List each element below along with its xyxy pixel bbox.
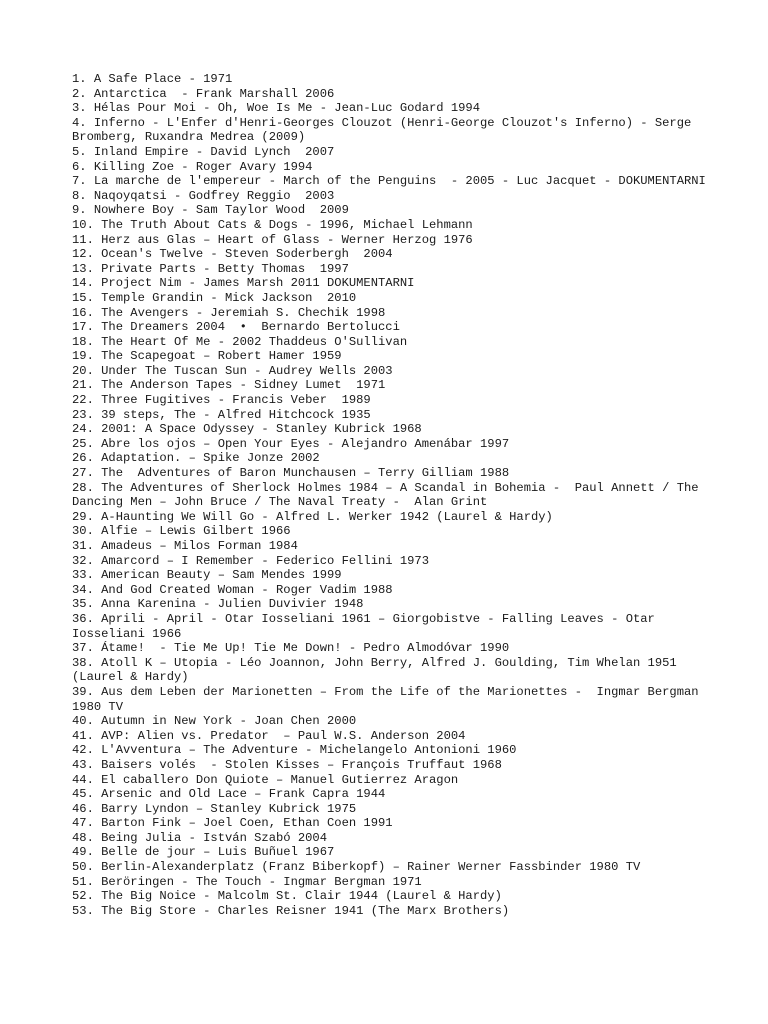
film-entry-41: 41. AVP: Alien vs. Predator – Paul W.S. Anderson 2004 — [72, 728, 466, 743]
film-entry-9: 9. Nowhere Boy - Sam Taylor Wood 2009 — [72, 203, 349, 218]
film-entry-26: 26. Adaptation. – Spike Jonze 2002 — [72, 451, 320, 466]
film-entry-11: 11. Herz aus Glas – Heart of Glass - Werner Herzog 1976 — [72, 232, 473, 247]
film-entry-39: 39. Aus dem Leben der Marionetten – From the Life of the Marionettes - Ingmar Bergman 1980 TV — [72, 684, 706, 714]
film-entry-19: 19. The Scapegoat – Robert Hamer 1959 — [72, 349, 342, 364]
film-entry-3: 3. Hélas Pour Moi - Oh, Woe Is Me - Jean-Luc Godard 1994 — [72, 101, 480, 116]
film-entry-23: 23. 39 steps, The - Alfred Hitchcock 1935 — [72, 407, 371, 422]
film-entry-51: 51. Beröringen - The Touch - Ingmar Bergman 1971 — [72, 874, 422, 889]
film-entry-52: 52. The Big Noice - Malcolm St. Clair 1944 (Laurel & Hardy) — [72, 889, 502, 904]
film-entry-36: 36. Aprili - April - Otar Iosseliani 1961 – Giorgobistve - Falling Leaves - Otar Iosseliani 1966 — [72, 611, 663, 641]
film-entry-29: 29. A-Haunting We Will Go - Alfred L. Werker 1942 (Laurel & Hardy) — [72, 509, 553, 524]
film-entry-8: 8. Naqoyqatsi - Godfrey Reggio 2003 — [72, 188, 335, 203]
film-entry-2: 2. Antarctica - Frank Marshall 2006 — [72, 86, 335, 101]
film-entry-34: 34. And God Created Woman - Roger Vadim 1988 — [72, 582, 393, 597]
film-entry-47: 47. Barton Fink – Joel Coen, Ethan Coen 1991 — [72, 816, 393, 831]
film-entry-43: 43. Baisers volés - Stolen Kisses – François Truffaut 1968 — [72, 757, 502, 772]
film-entry-48: 48. Being Julia - István Szabó 2004 — [72, 830, 327, 845]
film-entry-7: 7. La marche de l'empereur - March of the Penguins - 2005 - Luc Jacquet - DOKUMENTARNI — [72, 174, 706, 189]
film-entry-1: 1. A Safe Place - 1971 — [72, 72, 233, 86]
film-entry-16: 16. The Avengers - Jeremiah S. Chechik 1998 — [72, 305, 386, 320]
film-entry-13: 13. Private Parts - Betty Thomas 1997 — [72, 261, 349, 276]
film-entry-27: 27. The Adventures of Baron Munchausen – Terry Gilliam 1988 — [72, 466, 510, 481]
film-entry-46: 46. Barry Lyndon – Stanley Kubrick 1975 — [72, 801, 357, 816]
film-entry-53: 53. The Big Store - Charles Reisner 1941 (The Marx Brothers) — [72, 903, 510, 918]
film-entry-49: 49. Belle de jour – Luis Buñuel 1967 — [72, 845, 335, 860]
film-entry-17: 17. The Dreamers 2004 • Bernardo Bertolucci — [72, 320, 400, 335]
film-entry-45: 45. Arsenic and Old Lace – Frank Capra 1944 — [72, 787, 386, 802]
film-entry-44: 44. El caballero Don Quiote – Manuel Gutierrez Aragon — [72, 772, 459, 787]
film-entry-50: 50. Berlin-Alexanderplatz (Franz Biberkopf) – Rainer Werner Fassbinder 1980 TV — [72, 860, 641, 875]
film-entry-40: 40. Autumn in New York - Joan Chen 2000 — [72, 714, 357, 729]
film-entry-18: 18. The Heart Of Me - 2002 Thaddeus O'Sullivan — [72, 334, 408, 349]
film-entry-22: 22. Three Fugitives - Francis Veber 1989 — [72, 393, 371, 408]
film-entry-24: 24. 2001: A Space Odyssey - Stanley Kubrick 1968 — [72, 422, 422, 437]
film-entry-38: 38. Atoll K – Utopia - Léo Joannon, John Berry, Alfred J. Goulding, Tim Whelan 1951 (Laurel & Hardy) — [72, 655, 684, 685]
film-entry-30: 30. Alfie – Lewis Gilbert 1966 — [72, 524, 291, 539]
film-entry-35: 35. Anna Karenina - Julien Duvivier 1948 — [72, 597, 364, 612]
film-entry-20: 20. Under The Tuscan Sun - Audrey Wells 2003 — [72, 363, 393, 378]
film-entry-33: 33. American Beauty – Sam Mendes 1999 — [72, 568, 342, 583]
film-entry-10: 10. The Truth About Cats & Dogs - 1996, Michael Lehmann — [72, 217, 473, 232]
film-entry-32: 32. Amarcord – I Remember - Federico Fellini 1973 — [72, 553, 429, 568]
film-entry-21: 21. The Anderson Tapes - Sidney Lumet 1971 — [72, 378, 386, 393]
film-entry-25: 25. Abre los ojos – Open Your Eyes - Alejandro Amenábar 1997 — [72, 436, 510, 451]
film-entry-28: 28. The Adventures of Sherlock Holmes 1984 – A Scandal in Bohemia - Paul Annett / The Dancing Men – John Bruce / The Naval Treaty - Alan Grint — [72, 480, 706, 510]
film-entry-4: 4. Inferno - L'Enfer d'Henri-Georges Clouzot (Henri-George Clouzot's Inferno) - Serge Bromberg, Ruxandra Medrea (2009) — [72, 115, 699, 145]
film-list — [72, 72, 712, 918]
film-entry-14: 14. Project Nim - James Marsh 2011 DOKUMENTARNI — [72, 276, 415, 291]
film-entry-37: 37. Átame! - Tie Me Up! Tie Me Down! - Pedro Almodóvar 1990 — [72, 641, 510, 656]
film-entry-6: 6. Killing Zoe - Roger Avary 1994 — [72, 159, 313, 174]
film-entry-31: 31. Amadeus – Milos Forman 1984 — [72, 539, 298, 553]
film-entry-42: 42. L'Avventura – The Adventure - Michelangelo Antonioni 1960 — [72, 743, 517, 758]
film-entry-15: 15. Temple Grandin - Mick Jackson 2010 — [72, 290, 357, 305]
film-entry-5: 5. Inland Empire - David Lynch 2007 — [72, 144, 335, 159]
film-entry-12: 12. Ocean's Twelve - Steven Soderbergh 2004 — [72, 247, 393, 262]
